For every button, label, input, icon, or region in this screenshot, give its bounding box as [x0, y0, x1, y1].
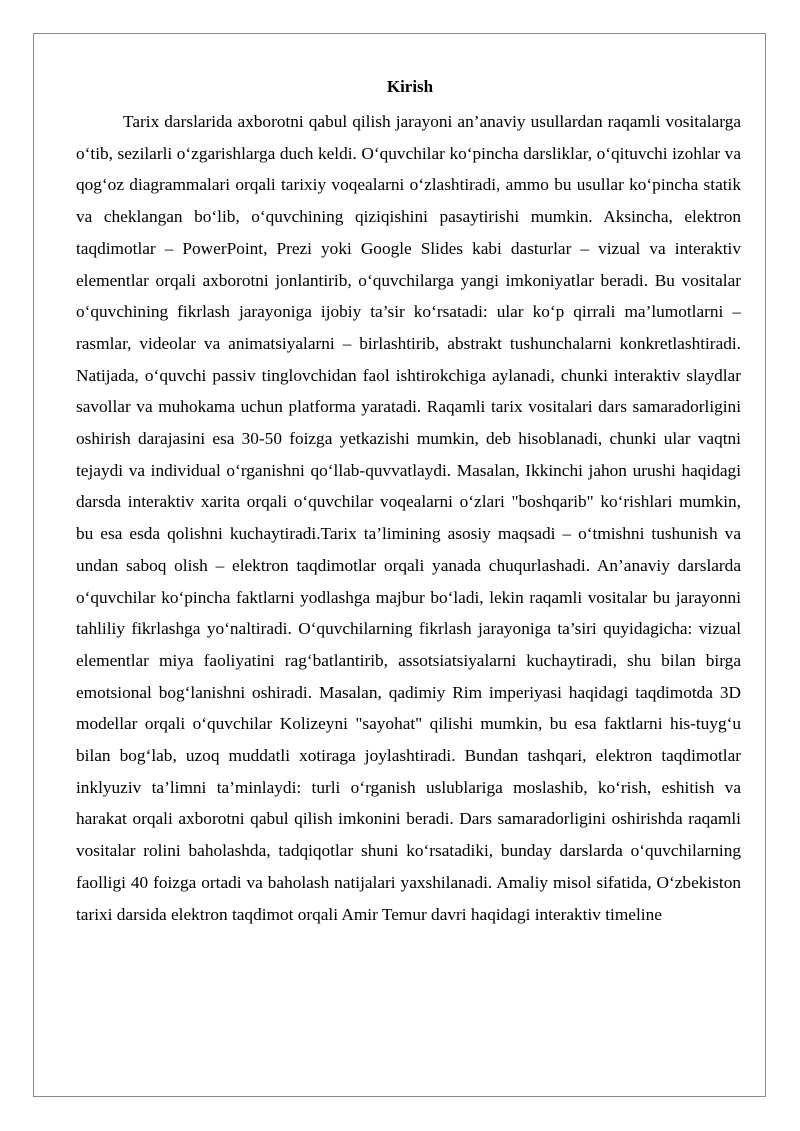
body-paragraph: Tarix darslarida axborotni qabul qilish jarayoni an’anaviy usullardan raqamli vositalarga o‘tib, sezilarli o‘zgarishlarga duch keldi. O‘quvchilar ko‘pincha darsliklar, o‘qituvchi izohlar va qog‘oz diagrammalari orqali tarixiy voqealarni o‘zlashtiradi, ammo bu usullar ko‘pincha statik va cheklangan bo‘lib, o‘quvchining qiziqishini pasaytirishi mumkin. Aksincha, elektron taqdimotlar – PowerPoint, Prezi yoki Google Slides kabi dasturlar – vizual va interaktiv elementlar orqali axborotni jonlantirib, o‘quvchilarga yangi imkoniyatlar beradi. Bu vositalar o‘quvchining fikrlash jarayoniga ijobiy ta’sir ko‘rsatadi: ular ko‘p qirrali ma’lumotlarni – rasmlar, videolar va animatsiyalarni – birlashtirib, abstrakt tushunchalarni konkretlashtiradi. Natijada, o‘quvchi passiv tinglovchidan faol ishtirokchiga aylanadi, chunki interaktiv slaydlar savollar va muhokama uchun platforma yaratadi. Raqamli tarix vositalari dars samaradorligini oshirish darajasini esa 30-50 foizga yetkazishi mumkin, deb hisoblanadi, chunki ular vaqtni tejaydi va individual o‘rganishni qo‘llab-quvvatlaydi. Masalan, Ikkinchi jahon urushi haqidagi darsda interaktiv xarita orqali o‘quvchilar voqealarni o‘zlari "boshqarib" ko‘rishlari mumkin, bu esa esda qolishni kuchaytiradi.Tarix ta’limining asosiy maqsadi – o‘tmishni tushunish va undan saboq olish – elektron taqdimotlar orqali yanada chuqurlashadi. An’anaviy darslarda o‘quvchilar ko‘pincha faktlarni yodlashga majbur bo‘ladi, lekin raqamli vositalar bu jarayonni tahliliy fikrlashga yo‘naltiradi. O‘quvchilarning fikrlash jarayoniga ta’siri quyidagicha: vizual elementlar miya faoliyatini rag‘batlantirib, assotsiatsiyalarni kuchaytiradi, shu bilan birga emotsional bog‘lanishni oshiradi. Masalan, qadimiy Rim imperiyasi haqidagi taqdimotda 3D modellar orqali o‘quvchilar Kolizeyni "sayohat" qilishi mumkin, bu esa faktlarni his-tuyg‘u bilan bog‘lab, uzoq muddatli xotiraga joylashtiradi. Bundan tashqari, elektron taqdimotlar inklyuziv ta’limni ta’minlaydi: turli o‘rganish uslublariga moslashib, ko‘rish, eshitish va harakat orqali axborotni qabul qilish imkonini beradi. Dars samaradorligini oshirishda raqamli vositalar rolini baholashda, tadqiqotlar shuni ko‘rsatadiki, bunday darslarda o‘quvchilarning faolligi 40 foizga ortadi va baholash natijalari yaxshilanadi. Amaliy misol sifatida, O‘zbekiston tarixi darsida elektron taqdimot orqali Amir Temur davri haqidagi interaktiv timeline [76, 112, 741, 924]
document-heading: Kirish [386, 77, 434, 96]
